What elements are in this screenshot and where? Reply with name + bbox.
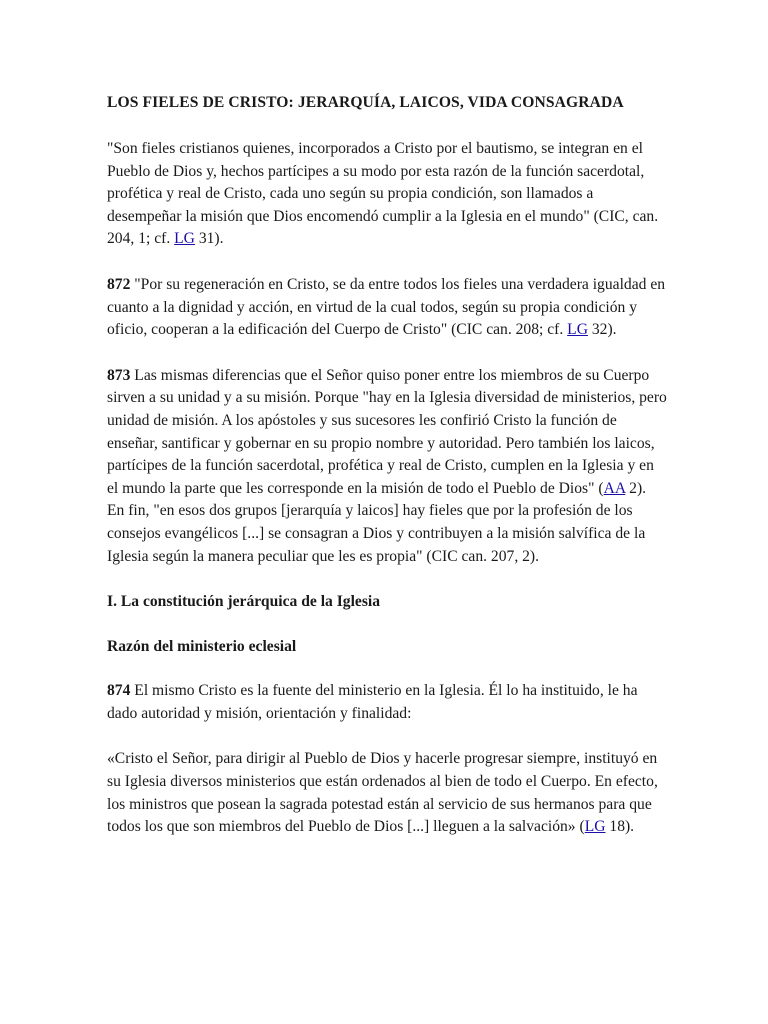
paragraph-text: Las mismas diferencias que el Señor quiso poner entre los miembros de su Cuerpo sirven a su unidad y a su misión. Porque "hay en la Iglesia diversidad de ministerios, pero unidad de misión. A los apóstoles y sus sucesores les confirió Cristo la función de enseñar, santificar y gobernar en su propio nombre y autoridad. Pero también los laicos, partícipes de la función sacerdotal, profética y real de Cristo, cumplen en la Iglesia y en el mundo la parte que les corresponde en la misión de todo el Pueblo de Dios" ( [107, 366, 667, 497]
paragraph-number: 874 [107, 682, 131, 700]
paragraph-intro [107, 138, 667, 251]
paragraph-text: El mismo Cristo es la fuente del ministerio en la Iglesia. Él lo ha instituido, le ha dado autoridad y misión, orientación y finalidad: [107, 682, 638, 722]
lg-reference-link[interactable]: LG [567, 321, 588, 339]
paragraph-873 [107, 365, 667, 568]
quote-paragraph [107, 748, 667, 838]
paragraph-872 [107, 274, 667, 342]
paragraph-number: 872 [107, 275, 131, 293]
paragraph-number: 873 [107, 366, 131, 384]
paragraph-874 [107, 680, 667, 725]
lg-reference-link[interactable]: LG [174, 230, 195, 248]
subsection-heading: Razón del ministerio eclesial [107, 637, 297, 655]
document-title: LOS FIELES DE CRISTO: JERARQUÍA, LAICOS, VIDA CONSAGRADA [107, 94, 624, 111]
quote-text: 18). [605, 818, 635, 836]
paragraph-text: 32). [587, 321, 617, 339]
quote-text: «Cristo el Señor, para dirigir al Pueblo de Dios y hacerle progresar siempre, instituyó en su Iglesia diversos ministerios que están ordenados al bien de todo el Cuerpo. En efecto, los ministros que posean la sagrada potestad están al servicio de sus hermanos para que todos los que son miembros del Pueblo de Dios [...] lleguen a la salvación» ( [107, 750, 658, 836]
paragraph-text: "Por su regeneración en Cristo, se da entre todos los fieles una verdadera igualdad en cuanto a la dignidad y acción, en virtud de la cual todos, según su propia condición y oficio, cooperan a la edificación del Cuerpo de Cristo" (CIC can. 208; cf. [107, 275, 666, 339]
lg-reference-link[interactable]: LG [584, 818, 606, 836]
document-page [107, 91, 667, 862]
paragraph-text: 2). En fin, "en esos dos grupos [jerarquía y laicos] hay fieles que por la profesión de los consejos evangélicos [...] se consagran a Dios y contribuyen a la misión salvífica de la Iglesia según la manera peculiar que les es propia" (CIC can. 207, 2). [107, 479, 647, 565]
section-heading: I. La constitución jerárquica de la Iglesia [107, 593, 381, 611]
paragraph-text: "Son fieles cristianos quienes, incorporados a Cristo por el bautismo, se integran en el Pueblo de Dios y, hechos partícipes a su modo por esta razón de la función sacerdotal, profética y real de Cristo, cada uno según su propia condición, son llamados a desempeñar la misión que Dios encomendó cumplir a la Iglesia en el mundo" (CIC, can. 204, 1; cf. [107, 140, 659, 248]
aa-reference-link[interactable]: AA [603, 479, 626, 497]
paragraph-text: 31). [194, 230, 224, 248]
